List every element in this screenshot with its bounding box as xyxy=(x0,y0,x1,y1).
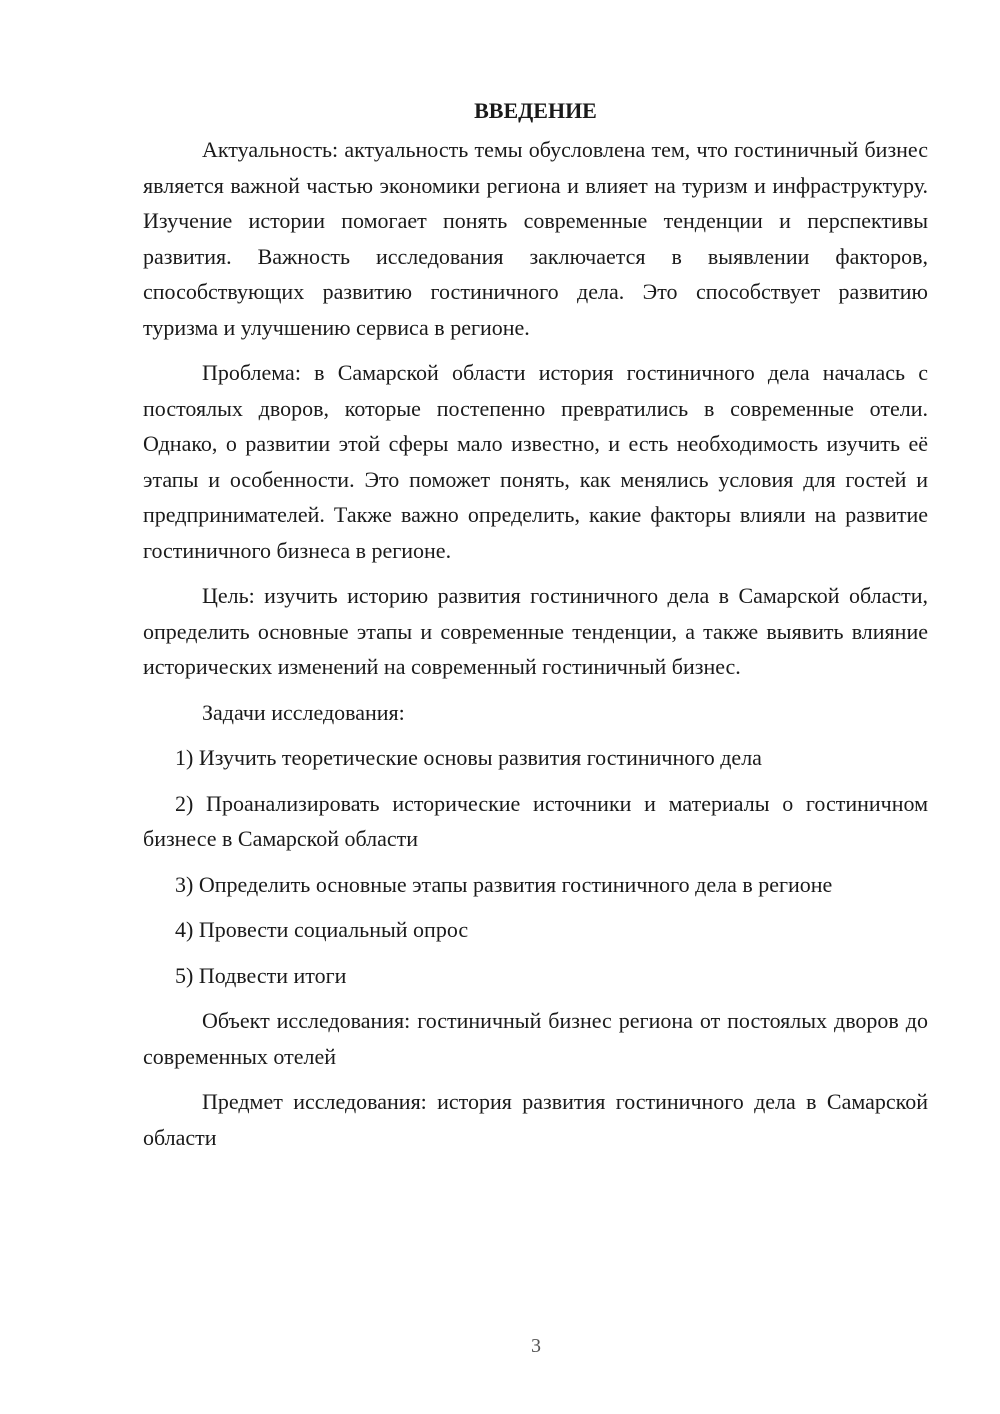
paragraph-goal: Цель: изучить историю развития гостиничного дела в Самарской области, определить основные этапы и современные тенденции, а также выявить влияние исторических изменений на современный гостиничный бизнес. xyxy=(143,583,928,679)
page-title: ВВЕДЕНИЕ xyxy=(474,98,597,123)
task-item-5: 5) Подвести итоги xyxy=(175,962,347,988)
task-item-3: 3) Определить основные этапы развития гостиничного дела в регионе xyxy=(175,871,833,897)
paragraph-object: Объект исследования: гостиничный бизнес региона от постоялых дворов до современных отелей xyxy=(143,1008,928,1069)
paragraph-problem: Проблема: в Самарской области история гостиничного дела началась с постоялых дворов, которые постепенно превратились в современные отели. Однако, о развитии этой сферы мало известно, и есть необходимость изучить её этапы и особенности. Это поможет понять, как менялись условия для гостей и предпринимателей. Также важно определить, какие факторы влияли на развитие гостиничного бизнеса в регионе. xyxy=(143,360,928,563)
page-content xyxy=(143,96,928,1165)
paragraph-subject: Предмет исследования: история развития гостиничного дела в Самарской области xyxy=(143,1089,928,1150)
task-item-4: 4) Провести социальный опрос xyxy=(175,917,469,942)
task-item-2: 2) Проанализировать исторические источники и материалы о гостиничном бизнесе в Самарской области xyxy=(143,790,928,851)
page-number: 3 xyxy=(531,1335,541,1357)
tasks-heading: Задачи исследования: xyxy=(202,699,405,725)
paragraph-relevance: Актуальность: актуальность темы обусловлена тем, что гостиничный бизнес является важной частью экономики региона и влияет на туризм и инфраструктуру. Изучение истории помогает понять современные тенденции и перспективы развития. Важность исследования заключается в выявлении факторов, способствующих развитию гостиничного дела. Это способствует развитию туризма и улучшению сервиса в регионе. xyxy=(143,137,928,340)
task-item-1: 1) Изучить теоретические основы развития гостиничного дела xyxy=(175,745,762,770)
